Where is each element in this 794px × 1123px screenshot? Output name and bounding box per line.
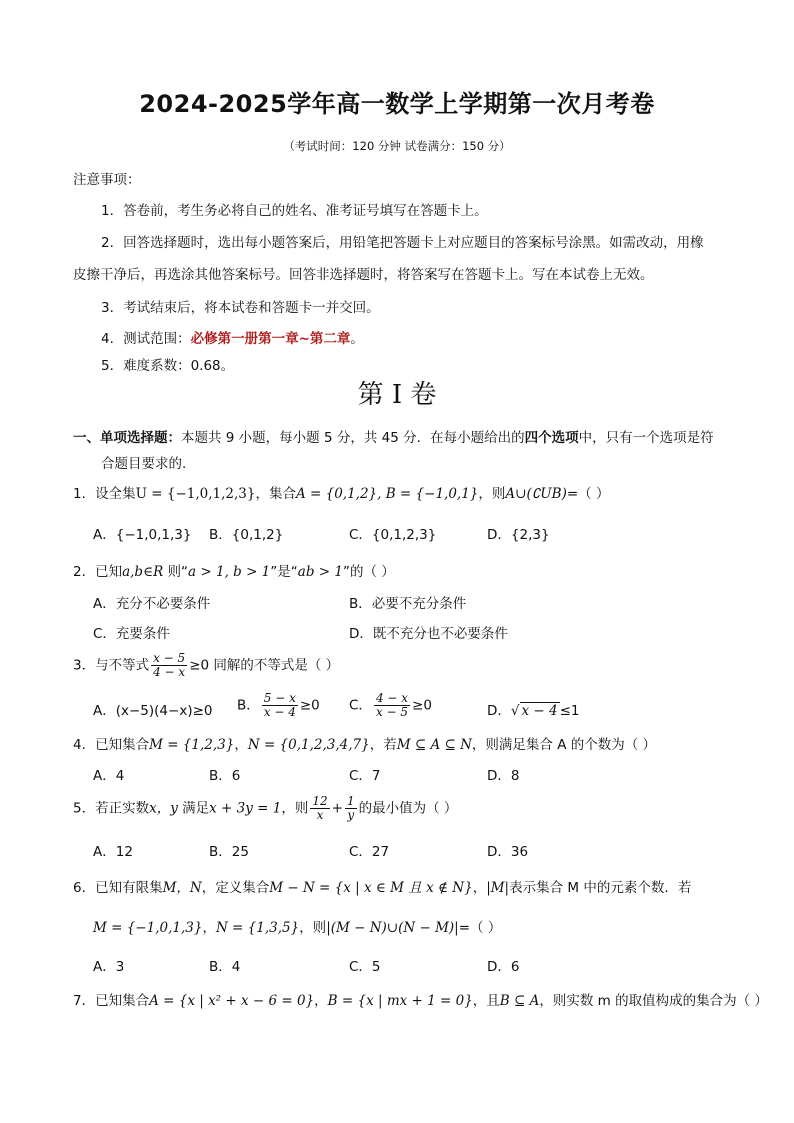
q4-option-c: C．7 [349, 768, 381, 784]
question-6: 6．已知有限集M，N，定义集合M − N = {x | x ∈ M 且 x ∉ N}，|M|表示集合 M 中的元素个数．若 [73, 880, 692, 896]
q4-option-a: A．4 [93, 768, 125, 784]
test-scope: 必修第一册第一章~第二章 [190, 331, 351, 347]
q5-option-d: D．36 [487, 844, 529, 860]
q6-option-c: C．5 [349, 959, 381, 975]
q5-option-b: B．25 [209, 844, 249, 860]
question-5: 5．若正实数x，y 满足x + 3y = 1，则 $\frac{12}{x}$ + $\frac{1}{y}$ 的最小值为（ ） [73, 794, 458, 822]
question-2: 2．已知a,b∈R 则“a > 1, b > 1”是“ab > 1”的（ ） [73, 564, 395, 580]
q1-option-b: B．{0,1,2} [209, 527, 284, 543]
question-3: 3．与不等式 $\frac{x - 5}{4 - x}$ ≥0 同解的不等式是（ ） [73, 651, 340, 679]
q2-option-d: D．既不充分也不必要条件 [349, 626, 508, 642]
notice-item-3: 3．考试结束后，将本试卷和答题卡一并交回。 [101, 300, 380, 316]
q3-fraction: $\frac{x - 5}{4 - x}$ [153, 651, 186, 679]
q1-option-a: A．{−1,0,1,3} [93, 527, 192, 543]
question-4: 4．已知集合M = {1,2,3}，N = {0,1,2,3,4,7}，若M ⊆ A ⊆ N，则满足集合 A 的个数为（ ） [73, 737, 657, 753]
question-1: 1．设全集U = {−1,0,1,2,3}，集合A = {0,1,2}, B = {−1,0,1}，则A∪(∁UB)=（ ） [73, 486, 610, 502]
q4-option-d: D．8 [487, 768, 520, 784]
q6-option-a: A．3 [93, 959, 125, 975]
exam-subtitle: （考试时间：120 分钟 试卷满分：150 分） [283, 139, 511, 153]
q6-option-b: B．4 [209, 959, 241, 975]
question-6-line-2: M = {−1,0,1,3}，N = {1,3,5}，则|(M − N)∪(N − M)|=（ ） [93, 920, 502, 936]
notice-item-2-cont: 皮擦干净后，再选涂其他答案标号。回答非选择题时，将答案写在答题卡上。写在本试卷上无效。 [73, 267, 654, 283]
notice-item-2: 2．回答选择题时，选出每小题答案后，用铅笔把答题卡上对应题目的答案标号涂黑。如需改动，用橡 [101, 235, 704, 251]
q4-option-b: B．6 [209, 768, 241, 784]
part1-instructions: 一、单项选择题：本题共 9 小题，每小题 5 分，共 45 分．在每小题给出的四个选项中，只有一个选项是符 [73, 430, 714, 446]
q5-option-a: A．12 [93, 844, 133, 860]
q6-option-d: D．6 [487, 959, 520, 975]
notice-item-5: 5．难度系数：0.68。 [101, 358, 235, 374]
q2-option-c: C．充要条件 [93, 626, 170, 642]
q3-radicand: x − 4 [521, 703, 558, 719]
section-title: 第 I 卷 [357, 380, 437, 410]
q5-option-c: C．27 [349, 844, 390, 860]
q1-option-d: D．{2,3} [487, 527, 550, 543]
q3-option-c: C． $\frac{4 - x}{x - 5}$ ≥0 [349, 691, 432, 719]
q3-option-d: D．√ x − 4 ≤1 [487, 703, 580, 719]
exam-title: 2024-2025学年高一数学上学期第一次月考卷 [139, 90, 655, 118]
question-7: 7．已知集合A = {x | x² + x − 6 = 0}，B = {x | mx + 1 = 0}，且B ⊆ A，则实数 m 的取值构成的集合为（ ） [73, 993, 768, 1009]
notice-item-4: 4．测试范围：必修第一册第一章~第二章。 [101, 331, 364, 347]
q3-option-a: A．(x−5)(4−x)≥0 [93, 703, 213, 719]
q2-option-a: A．充分不必要条件 [93, 596, 211, 612]
notice-item-1: 1．答卷前，考生务必将自己的姓名、准考证号填写在答题卡上。 [101, 203, 488, 219]
q2-option-b: B．必要不充分条件 [349, 596, 467, 612]
part1-instructions-cont: 合题目要求的. [101, 456, 187, 472]
q1-option-c: C．{0,1,2,3} [349, 527, 437, 543]
notice-heading: 注意事项： [73, 172, 141, 188]
q3-option-b: B． $\frac{5 - x}{x - 4}$ ≥0 [237, 691, 320, 719]
